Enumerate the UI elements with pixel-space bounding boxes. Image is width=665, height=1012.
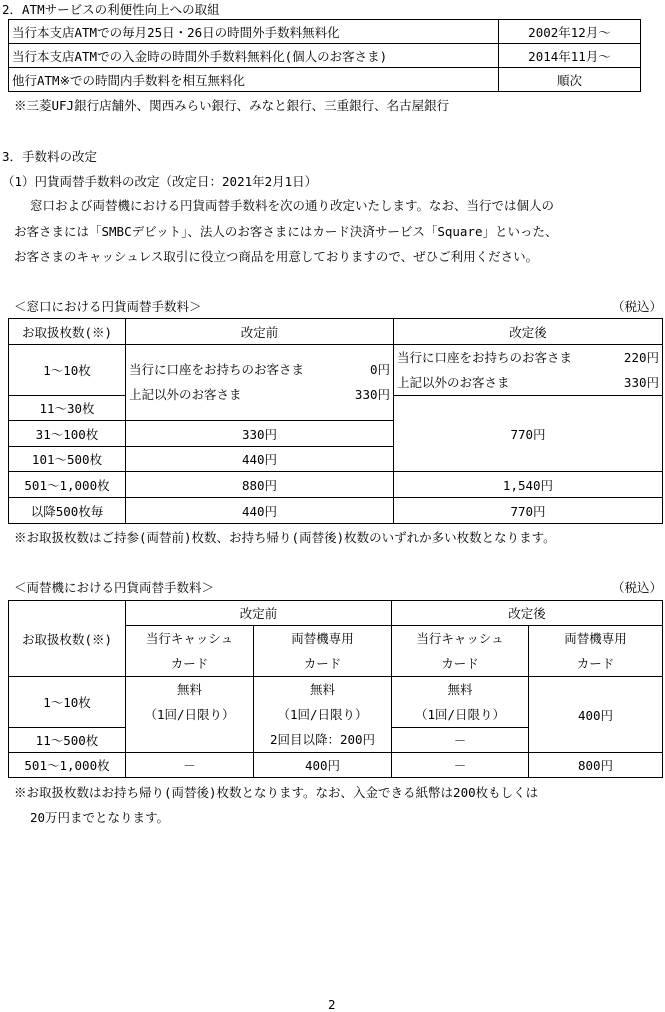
- header-line: カード: [441, 656, 479, 671]
- after-fee-cell: 770円: [394, 498, 663, 524]
- page-number: 2: [328, 997, 336, 1012]
- before-dedicated-fee-cell: [254, 677, 392, 753]
- header-dedicated-card: [529, 626, 663, 677]
- after-dedicated-fee-cell: 800円: [529, 753, 663, 778]
- count-cell: 1～10枚: [9, 677, 126, 728]
- before-cash-fee-cell: －: [126, 753, 254, 778]
- machine-fee-note-line: 20万円までとなります。: [30, 810, 170, 825]
- machine-fee-table-title: ＜両替機における円貨両替手数料＞: [14, 580, 215, 595]
- atm-row-date: 2002年12月～: [499, 20, 641, 44]
- table-row: [9, 601, 663, 626]
- header-line: 当行キャッシュ: [416, 631, 504, 646]
- header-before: 改定前: [126, 601, 392, 626]
- table-row: [9, 472, 663, 498]
- header-cash-card: [392, 626, 529, 677]
- before-dedicated-fee-cell: 400円: [254, 753, 392, 778]
- machine-fee-note-line: ※お取扱枚数はお持ち帰り(両替後)枚数となります。なお、入金できる紙幣は200枚もしくは: [14, 785, 539, 800]
- header-line: カード: [303, 656, 342, 671]
- counter-fee-table-title: ＜窓口における円貨両替手数料＞: [14, 299, 202, 314]
- fee-line: 無料: [310, 682, 336, 697]
- header-before: 改定前: [126, 319, 394, 345]
- header-line: 両替機専用: [564, 631, 627, 646]
- counter-fee-note: ※お取扱枚数はご持参(両替前)枚数、お持ち帰り(両替後)枚数のいずれか多い枚数となります。: [14, 530, 556, 545]
- atm-note: ※三菱UFJ銀行店舗外、関西みらい銀行、みなと銀行、三重銀行、名古屋銀行: [14, 98, 450, 113]
- section-3-heading: 3．手数料の改定: [2, 149, 98, 164]
- before-fee-cell: 330円: [126, 421, 394, 447]
- atm-row-desc: 当行本支店ATMでの入金時の時間外手数料無料化(個人のお客さま): [9, 44, 499, 68]
- header-line: カード: [576, 656, 615, 671]
- header-after: 改定後: [394, 319, 663, 345]
- fee-label: 当行に口座をお持ちのお客さま: [129, 362, 305, 377]
- after-cash-fee-cell: [392, 677, 529, 728]
- fee-label: 当行に口座をお持ちのお客さま: [397, 350, 573, 365]
- fee-value: 330円: [354, 387, 390, 402]
- counter-fee-table: [8, 318, 663, 524]
- atm-row-desc: 当行本支店ATMでの毎月25日・26日の時間外手数料無料化: [9, 20, 499, 44]
- after-dedicated-fee-cell: 400円: [529, 677, 663, 753]
- fee-label: 上記以外のお客さま: [129, 387, 242, 402]
- fee-line: （1回/日限り）: [144, 707, 235, 722]
- table-row: [9, 44, 641, 68]
- machine-fee-table: [8, 600, 663, 778]
- header-line: 当行キャッシュ: [145, 631, 234, 646]
- section-2-heading: 2．ATMサービスの利便性向上への取組: [2, 2, 220, 17]
- before-fee-cell: 880円: [126, 472, 394, 498]
- count-cell: 31～100枚: [9, 421, 126, 447]
- table-row: [9, 319, 663, 345]
- header-count: お取扱枚数(※): [9, 601, 126, 677]
- count-cell: 101～500枚: [9, 447, 126, 472]
- fee-line: 無料: [447, 682, 473, 697]
- before-fee-cell: [126, 345, 394, 421]
- table-row: [9, 498, 663, 524]
- atm-row-date: 2014年11月～: [499, 44, 641, 68]
- table-row: [9, 677, 663, 728]
- header-after: 改定後: [392, 601, 663, 626]
- paragraph-line: お客さまのキャッシュレス取引に役立つ商品を用意しておりますので、ぜひご利用ください。: [14, 249, 539, 264]
- header-cash-card: [126, 626, 254, 677]
- after-cash-fee-cell: －: [392, 753, 529, 778]
- fee-line: 無料: [176, 682, 202, 697]
- header-count: お取扱枚数(※): [9, 319, 126, 345]
- atm-row-date: 順次: [499, 68, 641, 92]
- fee-value: 330円: [623, 375, 659, 390]
- after-cash-fee-cell: －: [392, 728, 529, 753]
- before-fee-cell: 440円: [126, 447, 394, 472]
- paragraph-line: お客さまには「SMBCデビット」、法人のお客さまにはカード決済サービス「Square」といった、: [14, 224, 558, 239]
- paragraph-line: 窓口および両替機における円貨両替手数料を次の通り改定いたします。なお、当行では個人の: [30, 198, 555, 213]
- fee-value: 0円: [369, 362, 390, 377]
- fee-label: 上記以外のお客さま: [397, 375, 510, 390]
- atm-row-desc: 他行ATM※での時間内手数料を相互無料化: [9, 68, 499, 92]
- count-cell: 501～1,000枚: [9, 472, 126, 498]
- count-cell: 11～30枚: [9, 396, 126, 421]
- before-fee-cell: 440円: [126, 498, 394, 524]
- fee-line: （1回/日限り）: [277, 707, 368, 722]
- fee-line: 2回目以降：200円: [269, 732, 376, 747]
- after-fee-cell: [394, 345, 663, 396]
- after-fee-cell: 770円: [394, 396, 663, 472]
- count-cell: 501～1,000枚: [9, 753, 126, 778]
- tax-included-label: （税込）: [612, 299, 663, 314]
- after-fee-cell: 1,540円: [394, 472, 663, 498]
- header-line: カード: [170, 656, 209, 671]
- atm-service-table: [8, 19, 641, 92]
- table-row: [9, 753, 663, 778]
- before-cash-fee-cell: [126, 677, 254, 753]
- section-3-subheading: （1）円貨両替手数料の改定（改定日：2021年2月1日）: [2, 174, 318, 189]
- header-line: 両替機専用: [291, 631, 354, 646]
- count-cell: 1～10枚: [9, 345, 126, 396]
- count-cell: 以降500枚毎: [9, 498, 126, 524]
- table-row: [9, 20, 641, 44]
- tax-included-label: （税込）: [612, 580, 663, 595]
- fee-value: 220円: [623, 350, 659, 365]
- table-row: [9, 68, 641, 92]
- table-row: [9, 345, 663, 396]
- fee-line: （1回/日限り）: [414, 707, 506, 722]
- count-cell: 11～500枚: [9, 728, 126, 753]
- header-dedicated-card: [254, 626, 392, 677]
